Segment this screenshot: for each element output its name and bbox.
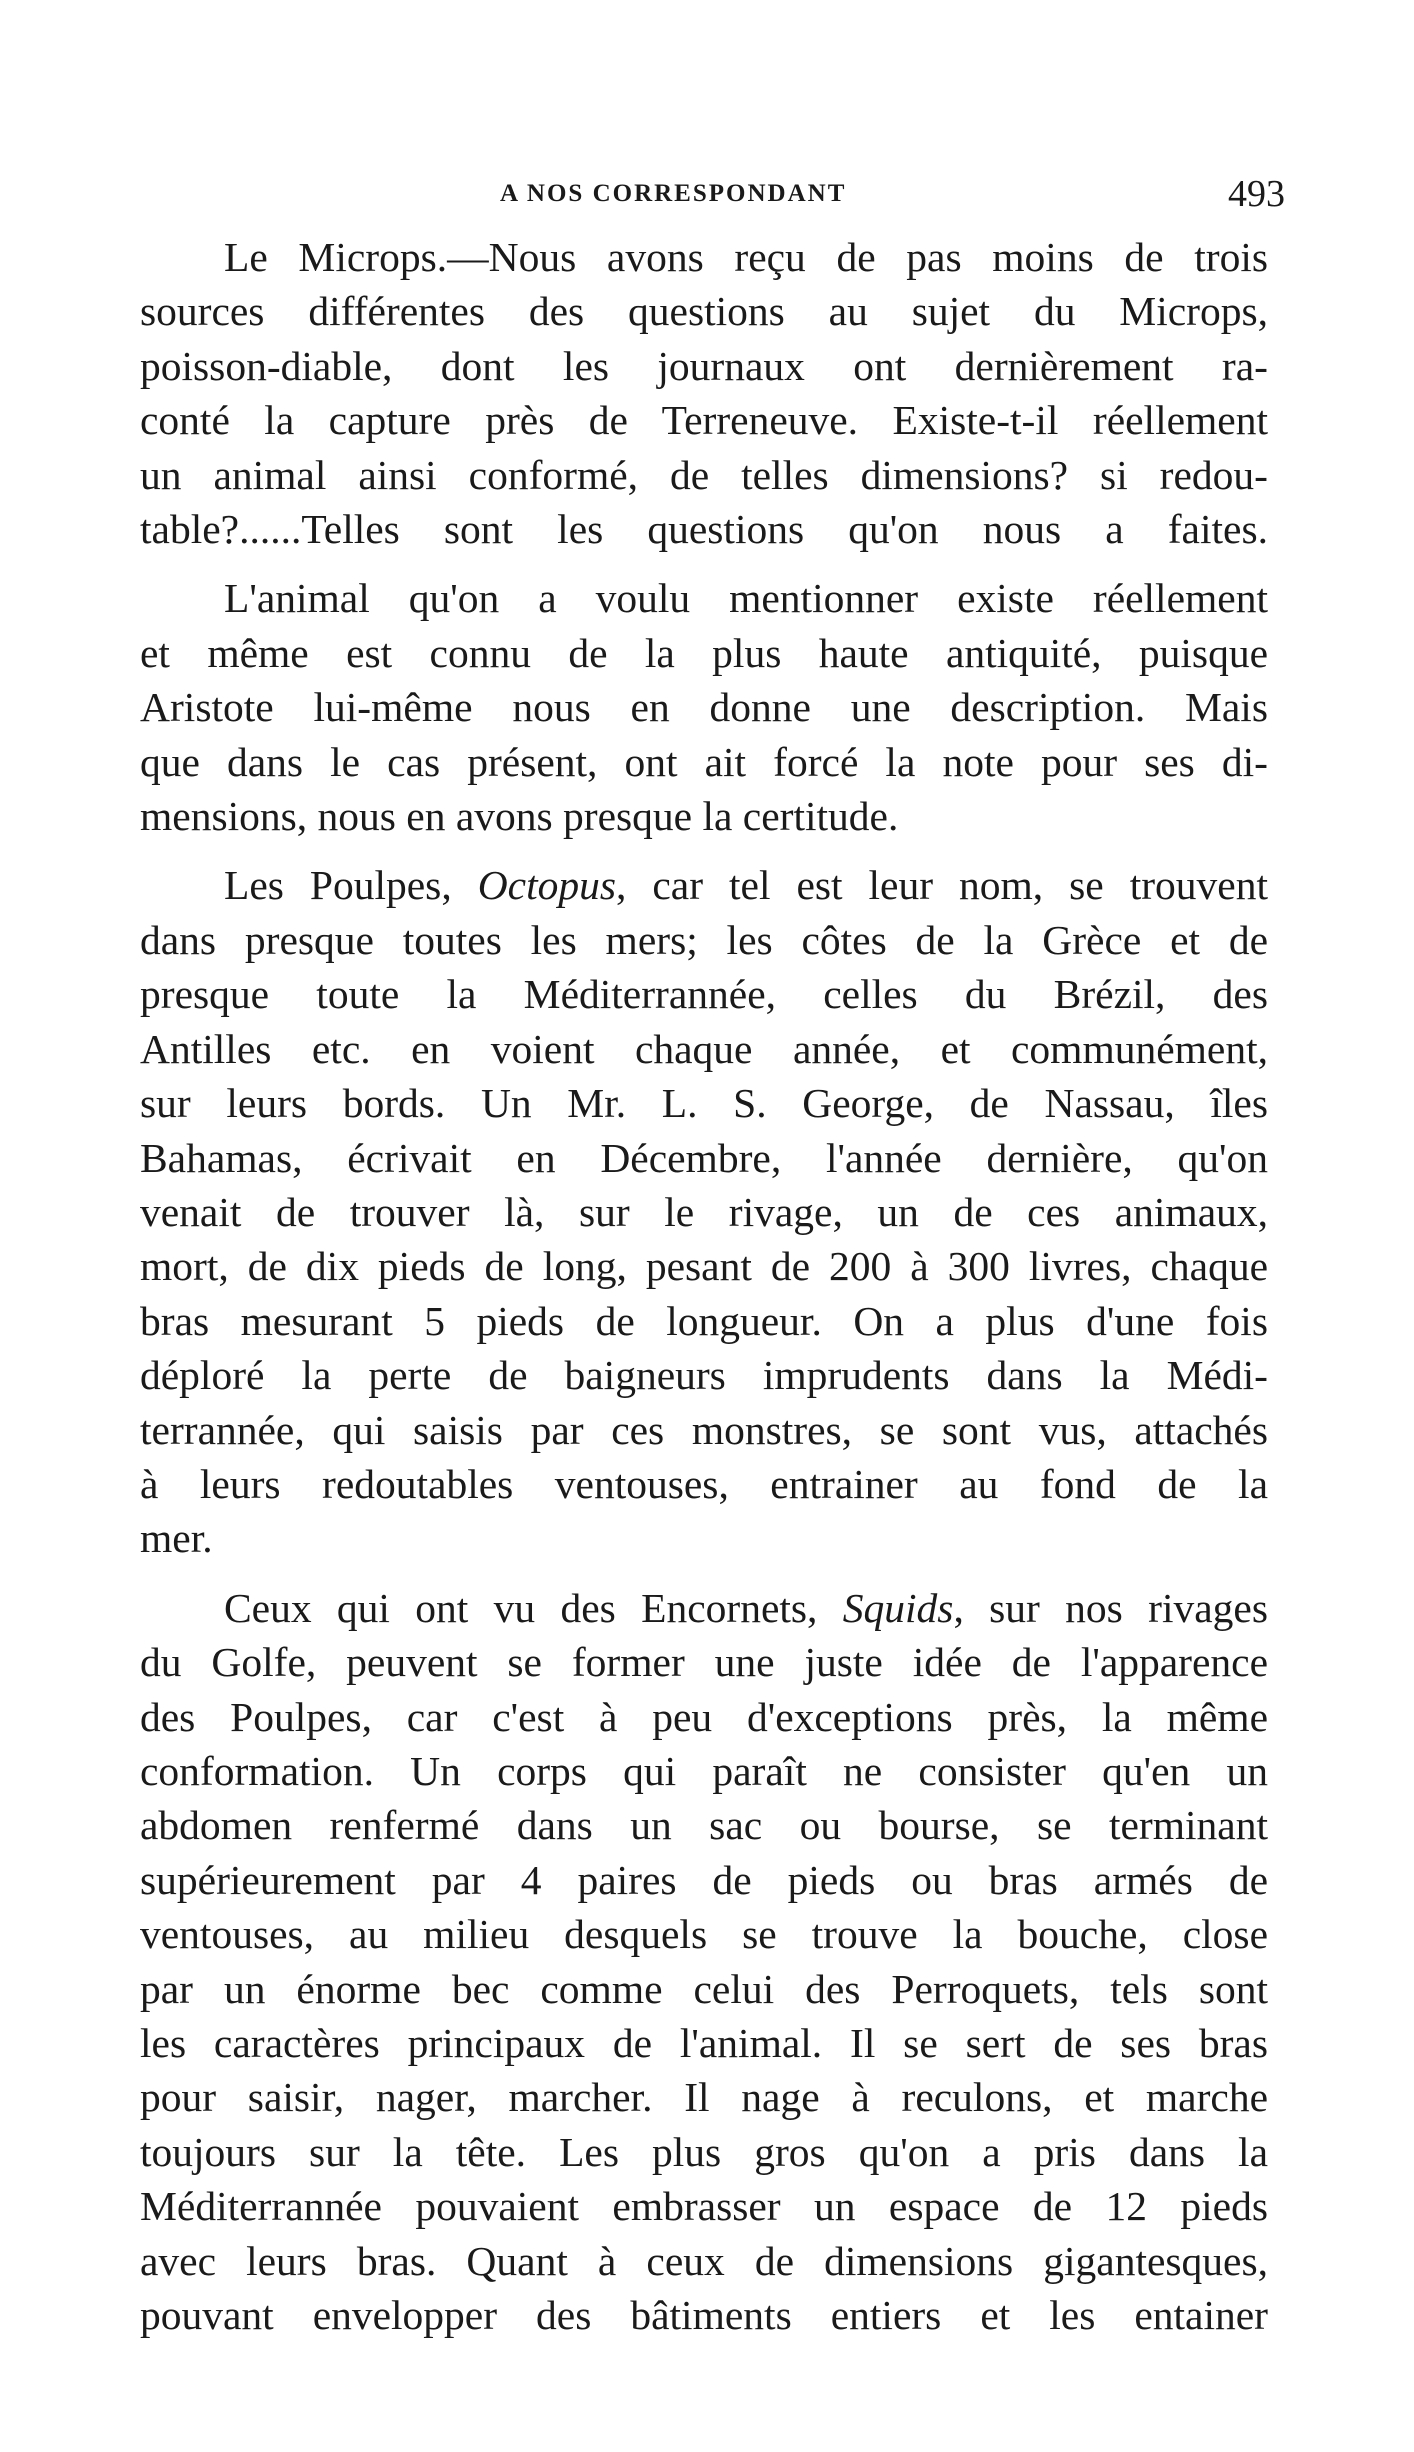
text-line: et même est connu de la plus haute antiquité, puisque bbox=[140, 629, 1268, 676]
text-line: dans presque toutes les mers; les côtes de la Grèce et de bbox=[140, 916, 1268, 963]
page-number: 493 bbox=[1228, 173, 1285, 215]
text-line: mensions, nous en avons presque la certitude. bbox=[140, 793, 899, 840]
text-line: sources différentes des questions au sujet du Microps, bbox=[140, 288, 1268, 335]
paragraph-microps bbox=[140, 230, 1268, 556]
text-line: mort, de dix pieds de long, pesant de 200 à 300 livres, chaque bbox=[140, 1243, 1268, 1290]
text-line: L'animal qu'on a voulu mentionner existe réellement bbox=[224, 575, 1268, 622]
text-line: presque toute la Méditerrannée, celles du Brézil, des bbox=[140, 971, 1268, 1018]
text-segment: , car tel est leur nom, se trouvent bbox=[616, 862, 1268, 909]
text-line: des Poulpes, car c'est à peu d'exceptions près, la même bbox=[140, 1693, 1268, 1740]
paragraph-poulpes bbox=[140, 858, 1268, 1565]
text-line: que dans le cas présent, ont ait forcé la note pour ses di- bbox=[140, 738, 1268, 785]
running-head: A NOS CORRESPONDANT bbox=[500, 180, 847, 207]
text-line: conformation. Un corps qui paraît ne consister qu'en un bbox=[140, 1747, 1268, 1794]
text-line: les caractères principaux de l'animal. Il se sert de ses bras bbox=[140, 2020, 1268, 2066]
paragraph-encornets bbox=[140, 1581, 1268, 2343]
text-line: à leurs redoutables ventouses, entrainer au fond de la bbox=[140, 1460, 1268, 1507]
text-line: du Golfe, peuvent se former une juste idée de l'apparence bbox=[140, 1639, 1268, 1686]
paragraph-animal bbox=[140, 571, 1268, 843]
text-segment: , sur nos rivages bbox=[953, 1584, 1268, 1631]
text-line: Aristote lui-même nous en donne une description. Mais bbox=[140, 684, 1268, 731]
text-line: pouvant envelopper des bâtiments entiers et les entainer bbox=[140, 2292, 1268, 2339]
text-line: déploré la perte de baigneurs imprudents dans la Médi- bbox=[140, 1352, 1268, 1399]
text-line: pour saisir, nager, marcher. Il nage à reculons, et marche bbox=[140, 2074, 1268, 2121]
text-line: table?......Telles sont les questions qu'on nous a faites. bbox=[140, 506, 1268, 553]
text-line: abdomen renfermé dans un sac ou bourse, se terminant bbox=[140, 1802, 1268, 1849]
text-line: terrannée, qui saisis par ces monstres, se sont vus, attachés bbox=[140, 1406, 1268, 1453]
text-segment: Les Poulpes, bbox=[224, 862, 478, 909]
text-line: supérieurement par 4 paires de pieds ou bras armés de bbox=[140, 1856, 1268, 1903]
text-line: Antilles etc. en voient chaque année, et communément, bbox=[140, 1025, 1268, 1072]
text-line: avec leurs bras. Quant à ceux de dimensions gigantesques, bbox=[140, 2237, 1268, 2284]
text-segment: Ceux qui ont vu des Encornets, bbox=[224, 1584, 843, 1631]
text-line: mer. bbox=[140, 1515, 213, 1562]
text-line: toujours sur la tête. Les plus gros qu'on a pris dans la bbox=[140, 2128, 1268, 2175]
text-line: conté la capture près de Terreneuve. Existe-t-il réellement bbox=[140, 397, 1268, 444]
text-line: sur leurs bords. Un Mr. L. S. George, de Nassau, îles bbox=[140, 1080, 1268, 1127]
text-line: venait de trouver là, sur le rivage, un de ces animaux, bbox=[140, 1188, 1268, 1235]
text-line: un animal ainsi conformé, de telles dimensions? si redou- bbox=[140, 451, 1268, 498]
text-line: bras mesurant 5 pieds de longueur. On a plus d'une fois bbox=[140, 1297, 1268, 1344]
text-line: ventouses, au milieu desquels se trouve la bouche, close bbox=[140, 1911, 1268, 1958]
italic-term: Squids bbox=[842, 1584, 954, 1631]
text-line bbox=[140, 1581, 1268, 1635]
text-line: Bahamas, écrivait en Décembre, l'année dernière, qu'on bbox=[140, 1134, 1268, 1181]
text-line: Le Microps.—Nous avons reçu de pas moins de trois bbox=[224, 234, 1268, 280]
text-line: poisson-diable, dont les journaux ont dernièrement ra- bbox=[140, 342, 1268, 389]
text-line bbox=[140, 858, 1268, 912]
text-line: Méditerrannée pouvaient embrasser un espace de 12 pieds bbox=[140, 2183, 1268, 2230]
italic-term: Octopus bbox=[477, 862, 617, 909]
body-text bbox=[140, 230, 1268, 2357]
text-line: par un énorme bec comme celui des Perroquets, tels sont bbox=[140, 1965, 1268, 2012]
